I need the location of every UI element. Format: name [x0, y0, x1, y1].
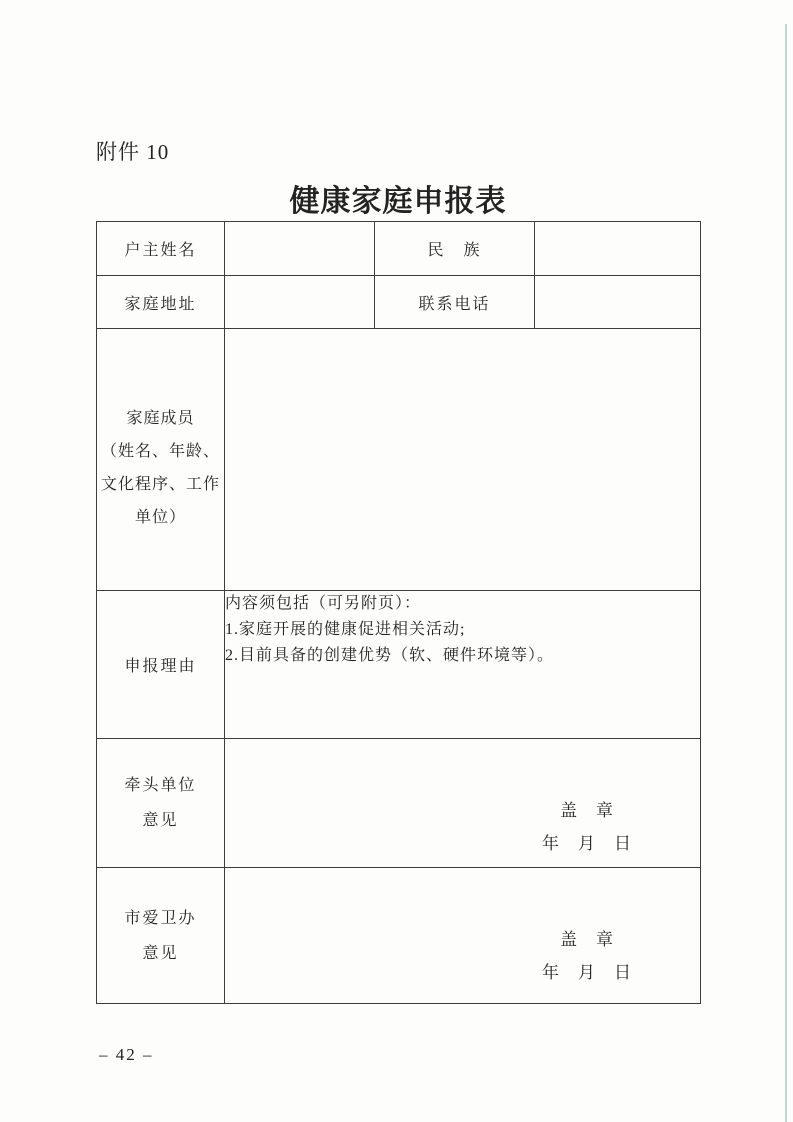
ethnicity-label: 民 族 — [375, 222, 535, 276]
row-address-phone — [97, 276, 701, 329]
reason-instructions-line: 内容须包括（可另附页）： — [225, 595, 422, 612]
reason-item-1: 1.家庭开展的健康促进相关活动; — [225, 621, 466, 638]
family-members-value-cell — [225, 329, 701, 591]
city-office-label-line: 市爱卫办 — [124, 909, 197, 927]
family-members-label-line: 文化程序、工作 — [100, 475, 220, 493]
city-office-opinion-label — [97, 868, 225, 1004]
family-members-label-line: （姓名、年龄、 — [100, 442, 220, 460]
family-members-label-line: 单位） — [134, 508, 186, 526]
stamp-here-label: 盖 章 — [560, 801, 614, 820]
form-title: 健康家庭申报表 — [289, 185, 507, 218]
family-members-label — [97, 329, 225, 591]
city-office-opinion-cell — [225, 868, 701, 1004]
application-reason-label: 申报理由 — [97, 591, 225, 739]
row-application-reason — [97, 591, 701, 739]
attachment-label: 附件 10 — [96, 140, 170, 164]
householder-name-label: 户主姓名 — [97, 222, 225, 276]
contact-phone-value-cell — [535, 276, 701, 329]
householder-name-value-cell — [225, 222, 375, 276]
row-householder-ethnicity — [97, 222, 701, 276]
page-number: – 42 – — [99, 1045, 154, 1064]
scan-edge-artifact — [785, 24, 787, 1122]
row-family-members — [97, 329, 701, 591]
date-line-label: 年 月 日 — [542, 834, 632, 853]
city-office-label-line: 意见 — [142, 944, 179, 962]
lead-unit-label-line: 牵头单位 — [124, 777, 197, 794]
date-line-label: 年 月 日 — [542, 963, 632, 982]
family-members-label-line: 家庭成员 — [126, 409, 195, 427]
lead-unit-label-line: 意见 — [142, 812, 179, 829]
family-address-value-cell — [225, 276, 375, 329]
row-city-office-opinion — [97, 868, 701, 1004]
reason-item-2: 2.目前具备的创建优势（软、硬件环境等）。 — [225, 647, 555, 664]
ethnicity-value-cell — [535, 222, 701, 276]
application-form-table — [96, 221, 701, 1004]
row-lead-unit-opinion — [97, 739, 701, 868]
application-reason-content-cell — [225, 591, 701, 739]
lead-unit-stamp-block — [502, 794, 672, 860]
city-office-stamp-block — [502, 923, 672, 989]
contact-phone-label: 联系电话 — [375, 276, 535, 329]
lead-unit-opinion-label — [97, 739, 225, 868]
stamp-here-label: 盖 章 — [560, 930, 614, 949]
family-address-label: 家庭地址 — [97, 276, 225, 329]
lead-unit-opinion-cell — [225, 739, 701, 868]
